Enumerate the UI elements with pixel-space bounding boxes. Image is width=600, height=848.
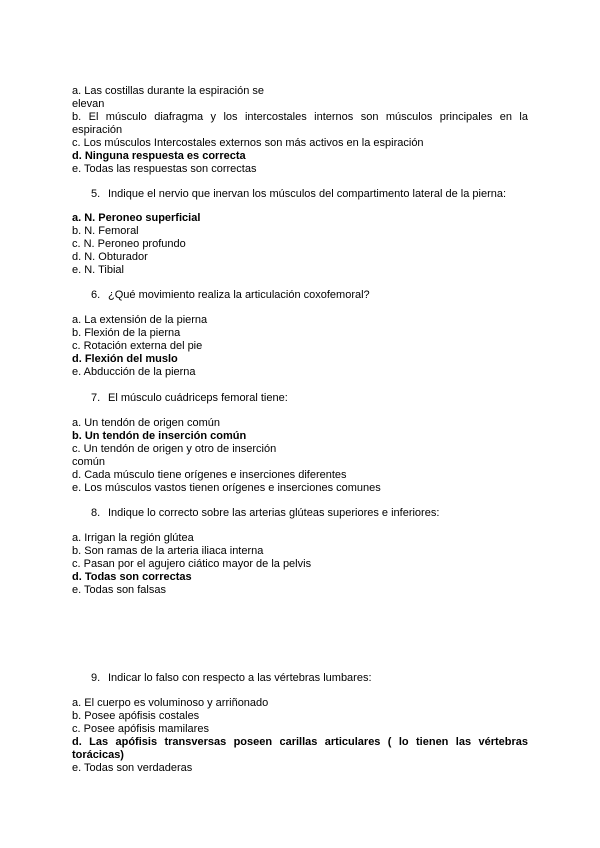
- question-text: Indique el nervio que inervan los músculos del compartimento lateral de la pierna:: [108, 188, 507, 200]
- question-8: [91, 507, 439, 520]
- q7-option-a: a. Un tendón de origen común: [72, 417, 220, 429]
- q9-option-b: b. Posee apófisis costales: [72, 710, 200, 722]
- q7-option-b-correct: b. Un tendón de inserción común: [72, 430, 247, 442]
- q9-option-c: c. Posee apófisis mamilares: [72, 723, 209, 735]
- question-number: 5.: [91, 188, 101, 200]
- q6-option-d-correct: d. Flexión del muslo: [72, 353, 178, 365]
- q9-option-a: a. El cuerpo es voluminoso y arriñonado: [72, 697, 269, 709]
- option-e: e. Todas las respuestas son correctas: [72, 163, 257, 175]
- q7-option-c-continuation: común: [72, 456, 106, 468]
- question-number: 8.: [91, 507, 101, 519]
- question-text: Indique lo correcto sobre las arterias glúteas superiores e inferiores:: [108, 507, 440, 519]
- option-b: b. El músculo diafragma y los intercostales internos son músculos principales en la: [72, 111, 528, 123]
- q7-option-c: c. Un tendón de origen y otro de inserción: [72, 443, 277, 455]
- q6-option-b: b. Flexión de la pierna: [72, 327, 181, 339]
- option-c: c. Los músculos Intercostales externos son más activos en la espiración: [72, 137, 424, 149]
- q8-option-b: b. Son ramas de la arteria iliaca interna: [72, 545, 264, 557]
- question-number: 9.: [91, 672, 101, 684]
- q5-option-e: e. N. Tibial: [72, 264, 124, 276]
- q5-option-d: d. N. Obturador: [72, 251, 148, 263]
- q8-option-c: c. Pasan por el agujero ciático mayor de la pelvis: [72, 558, 312, 570]
- q9-option-d-correct: d. Las apófisis transversas poseen carillas articulares ( lo tienen las vértebras: [72, 736, 528, 748]
- option-b-continuation: espiración: [72, 124, 123, 136]
- question-6: [91, 289, 370, 302]
- q5-option-a-correct: a. N. Peroneo superficial: [72, 212, 201, 224]
- option-a-continuation: elevan: [72, 98, 105, 110]
- option-a: a. Las costillas durante la espiración se: [72, 85, 264, 97]
- q6-option-e: e. Abducción de la pierna: [72, 366, 196, 378]
- q7-option-e: e. Los músculos vastos tienen orígenes e inserciones comunes: [72, 482, 381, 494]
- question-text: El músculo cuádriceps femoral tiene:: [108, 392, 288, 404]
- q7-option-d: d. Cada músculo tiene orígenes e inserciones diferentes: [72, 469, 347, 481]
- question-5: [91, 188, 506, 201]
- q8-option-e: e. Todas son falsas: [72, 584, 166, 596]
- q9-option-d-continuation: torácicas): [72, 749, 124, 761]
- q6-option-a: a. La extensión de la pierna: [72, 314, 208, 326]
- question-number: 7.: [91, 392, 101, 404]
- q5-option-c: c. N. Peroneo profundo: [72, 238, 186, 250]
- question-number: 6.: [91, 289, 101, 301]
- q6-option-c: c. Rotación externa del pie: [72, 340, 203, 352]
- option-d-correct: d. Ninguna respuesta es correcta: [72, 150, 246, 162]
- q9-option-e: e. Todas son verdaderas: [72, 762, 193, 774]
- q8-option-d-correct: d. Todas son correctas: [72, 571, 192, 583]
- q5-option-b: b. N. Femoral: [72, 225, 139, 237]
- question-9: [91, 672, 372, 685]
- question-text: Indicar lo falso con respecto a las vértebras lumbares:: [108, 672, 372, 684]
- q8-option-a: a. Irrigan la región glútea: [72, 532, 194, 544]
- question-text: ¿Qué movimiento realiza la articulación coxofemoral?: [108, 289, 370, 301]
- question-7: [91, 392, 288, 405]
